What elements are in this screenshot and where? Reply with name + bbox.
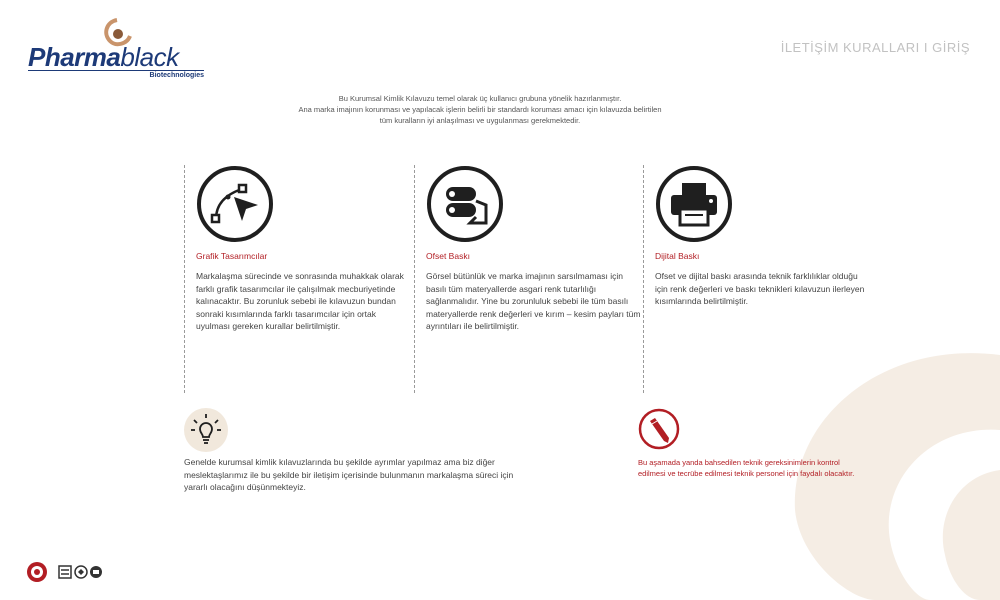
- intro-line: tüm kuralların iyi anlaşılması ve uygulanması gerekmektedir.: [379, 116, 581, 125]
- column-graphic-designers: [184, 165, 404, 393]
- column-title: Grafik Tasarımcılar: [196, 251, 268, 261]
- company-logo: [28, 18, 218, 80]
- column-title: Dijital Baskı: [655, 251, 700, 261]
- column-body: Markalaşma sürecinde ve sonrasında muhakkak olarak farklı grafik tasarımcılar ile çalışılmak mecburiyetinde kalınacaktır. Bu zorunluk sebebi ile kılavuzun bundan sonraki kısımlarında farklı tasarımcılar için ortak uyulması gereken kurallar belirtilmiştir.: [196, 271, 404, 332]
- logo-wordmark: Pharmablack: [28, 42, 179, 72]
- column-body: Görsel bütünlük ve marka imajının sarsılmaması için basılı tüm materyallerde asgari renk tutarlılığı sağlanmalıdır. Yine bu zorunluluk sebebi ile tüm basılı materyallerde renk değerleri ve kırım – kesim payları tüm ayrıntıları ile belirtilmiştir.: [426, 271, 641, 332]
- column-offset-print: [414, 165, 641, 393]
- column-body: Ofset ve dijital baskı arasında teknik farklılıklar olduğu için renk değerleri ve baskı teknikleri kılavuzun ilerleyen kısımlarında belirtilmiştir.: [655, 271, 865, 307]
- lightbulb-icon: [184, 408, 228, 452]
- column-digital-print: [643, 165, 865, 393]
- note-technical: Bu aşamada yanda bahsedilen teknik gereksinimlerin kontrol edilmesi ve tecrübe edilmesi teknik personel için faydalı olacaktır.: [638, 458, 855, 478]
- intro-line: Bu Kurumsal Kimlik Kılavuzu temel olarak üç kullanıcı grubuna yönelik hazırlanmıştır.: [338, 94, 622, 103]
- column-title: Ofset Baskı: [426, 251, 470, 261]
- logo-subtitle: Biotechnologies: [28, 70, 204, 79]
- note-designers: Genelde kurumsal kimlik kılavuzlarında bu şekilde ayrımlar yapılmaz ama biz diğer meslektaşlarımız ile bu şekilde bir iletişim içerisinde bulunmanın markalaşma süreci için yararlı olacağını düşünmekteyiz.: [184, 457, 514, 493]
- background-swirl-graphic: [700, 300, 1000, 600]
- printing-rollers-icon: [426, 165, 504, 243]
- intro-paragraph: [230, 93, 730, 126]
- footer-certification-icons: [58, 564, 104, 580]
- header-breadcrumb: İLETİŞİM KURALLARI I GİRİŞ: [780, 40, 970, 55]
- vector-pen-icon: [196, 165, 274, 243]
- pencil-icon: [638, 408, 680, 450]
- footer-logo-icon: [26, 561, 48, 583]
- intro-line: Ana marka imajının korunması ve yapılacak işlerin belirli bir standardı koruması amacı için kılavuzda belirtilen: [298, 105, 662, 114]
- printer-icon: [655, 165, 733, 243]
